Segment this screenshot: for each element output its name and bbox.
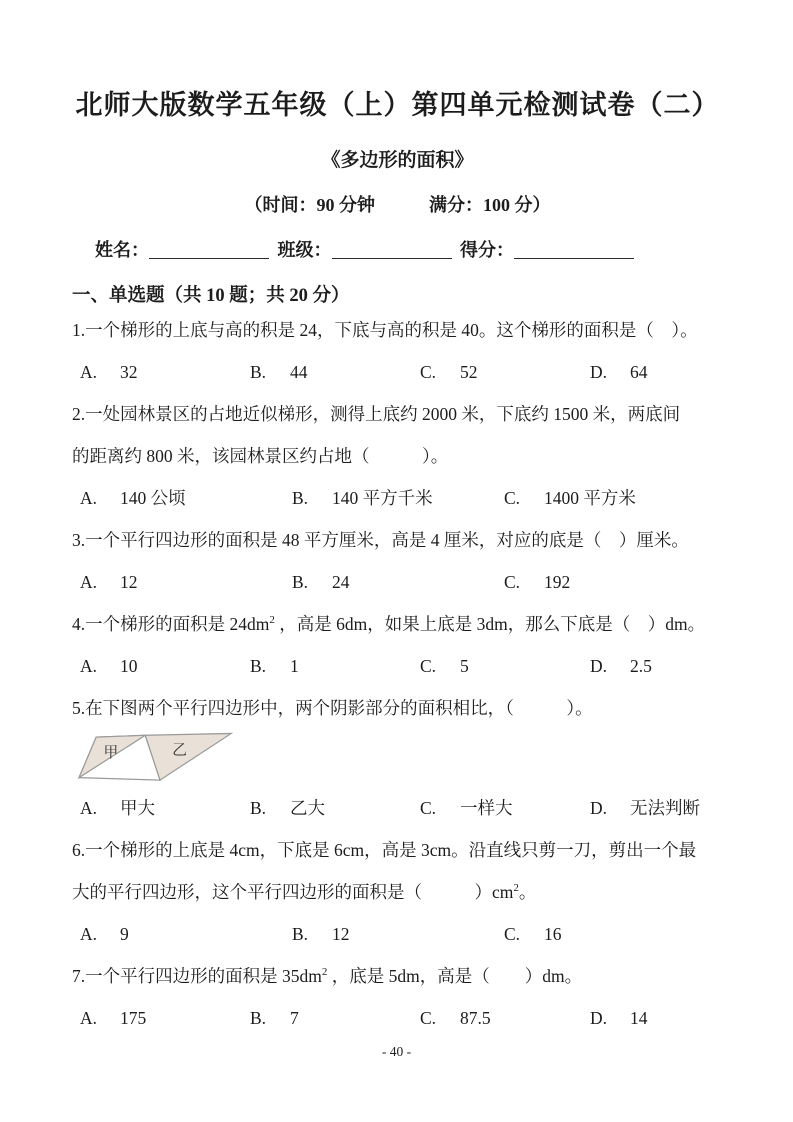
question-6-option-B [292,913,504,955]
option-letter: A. [80,362,98,382]
name-label: 姓名： [95,240,149,260]
figure-label-jia: 甲 [103,744,119,761]
option-letter: C. [420,656,437,676]
question-2-option-A [80,477,292,519]
question-3-option-A [80,561,292,603]
question-2-option-B [292,477,504,519]
question-7-options [72,997,723,1039]
option-letter: C. [504,488,521,508]
text-segment: 5.在下图两个平行四边形中，两个阴影部分的面积相比，（ ）。 [72,698,593,718]
question-5-option-A [80,787,250,829]
question-4-option-C [420,645,590,687]
option-value: 44 [290,362,308,382]
question-1-option-A [80,351,250,393]
figure-label-yi: 乙 [172,742,188,759]
question-2-option-C [504,477,636,519]
text-segment: 4.一个梯形的面积是 24dm [72,614,270,634]
student-info-row [72,236,723,264]
option-letter: D. [590,798,608,818]
question-6-option-A [80,913,292,955]
question-1-option-D [590,351,648,393]
question-7-option-B [250,997,420,1039]
paper-title: 北师大版数学五年级（上）第四单元检测试卷（二） [75,90,720,120]
question-1-option-B [250,351,420,393]
class-blank [332,237,452,259]
question-3-options [72,561,723,603]
option-value: 140 公顷 [120,488,186,508]
option-letter: B. [292,572,309,592]
option-value: 32 [120,362,138,382]
option-letter: C. [420,362,437,382]
question-4-option-B [250,645,420,687]
question-7-text-line-1 [72,955,723,997]
superscript: 2 [269,614,275,627]
question-5-figure [74,731,723,787]
superscript: 2 [513,882,519,895]
parallelograms-figure [74,731,246,785]
question-7-option-A [80,997,250,1039]
option-letter: B. [250,798,267,818]
text-segment: 2.一处园林景区的占地近似梯形，测得上底约 2000 米，下底约 1500 米，两底间 [72,404,681,424]
question-1 [72,309,723,393]
page-number: - 40 - [381,1044,412,1059]
question-7-option-C [420,997,590,1039]
question-5-option-D [590,787,700,829]
question-5-options [72,787,723,829]
text-segment: ，底是 5dm，高是（ ）dm。 [327,966,583,986]
question-1-option-C [420,351,590,393]
option-letter: D. [590,362,608,382]
option-value: 14 [630,1008,648,1028]
question-5-option-B [250,787,420,829]
option-value: 10 [120,656,138,676]
option-value: 87.5 [460,1008,491,1028]
option-letter: A. [80,924,98,944]
question-4-option-D [590,645,652,687]
option-value: 1 [290,656,299,676]
question-7 [72,955,723,1039]
question-5 [72,687,723,829]
question-3-option-C [504,561,570,603]
question-4-options [72,645,723,687]
option-value: 52 [460,362,478,382]
option-value: 192 [544,572,571,592]
question-5-text-line-1 [72,687,723,729]
option-value: 16 [544,924,562,944]
option-letter: A. [80,798,98,818]
option-letter: A. [80,1008,98,1028]
question-6-text-line-2 [72,871,723,913]
option-letter: C. [420,798,437,818]
score-blank [514,237,634,259]
option-value: 甲大 [120,798,155,818]
question-4-option-A [80,645,250,687]
option-value: 1400 平方米 [544,488,636,508]
option-value: 7 [290,1008,299,1028]
question-3 [72,519,723,603]
option-value: 无法判断 [630,798,700,818]
option-letter: A. [80,488,98,508]
section-heading: 一、单选题（共 10 题；共 20 分） [72,286,350,306]
question-1-options [72,351,723,393]
question-4 [72,603,723,687]
text-segment: ，高是 6dm，如果上底是 3dm，那么下底是（ ）dm。 [274,614,706,634]
text-segment: 1.一个梯形的上底与高的积是 24，下底与高的积是 40。这个梯形的面积是（ ）。 [72,320,698,340]
time-score-info: （时间：90 分钟 满分：100 分） [244,195,551,215]
question-2-text-line-2 [72,435,723,477]
question-6-text-line-1 [72,829,723,871]
question-4-text-line-1 [72,603,723,645]
option-value: 175 [120,1008,147,1028]
option-letter: C. [504,572,521,592]
option-letter: B. [250,1008,267,1028]
name-blank [149,237,269,259]
question-1-text-line-1 [72,309,723,351]
option-letter: A. [80,572,98,592]
option-value: 一样大 [460,798,513,818]
option-letter: B. [292,924,309,944]
option-letter: C. [504,924,521,944]
option-letter: B. [250,656,267,676]
option-letter: D. [590,1008,608,1028]
score-label: 得分： [460,240,514,260]
option-value: 5 [460,656,469,676]
option-letter: C. [420,1008,437,1028]
question-2-options [72,477,723,519]
text-segment: 6.一个梯形的上底是 4cm，下底是 6cm，高是 3cm。沿直线只剪一刀，剪出一个最 [72,840,697,860]
option-value: 9 [120,924,129,944]
option-letter: B. [292,488,309,508]
option-value: 12 [120,572,138,592]
superscript: 2 [321,966,328,979]
text-segment: 7.一个平行四边形的面积是 35dm [72,966,322,986]
question-6-option-C [504,913,562,955]
class-label: 班级： [277,240,332,260]
question-5-option-C [420,787,590,829]
questions [72,309,723,1039]
question-6 [72,829,723,955]
text-segment: 3.一个平行四边形的面积是 48 平方厘米，高是 4 厘米，对应的底是（ ）厘米。 [72,530,689,550]
option-letter: B. [250,362,267,382]
question-3-option-B [292,561,504,603]
question-3-text-line-1 [72,519,723,561]
text-segment: 的距离约 800 米，该园林景区约占地（ ）。 [72,446,449,466]
option-value: 乙大 [290,798,325,818]
question-2-text-line-1 [72,393,723,435]
option-letter: A. [80,656,98,676]
question-7-option-D [590,997,648,1039]
option-value: 140 平方千米 [332,488,433,508]
option-value: 2.5 [630,656,652,676]
option-value: 24 [332,572,350,592]
text-segment: 大的平行四边形，这个平行四边形的面积是（ ）cm [72,882,514,902]
option-value: 12 [332,924,350,944]
option-value: 64 [630,362,648,382]
option-letter: D. [590,656,608,676]
question-6-options [72,913,723,955]
question-2 [72,393,723,519]
text-segment: 。 [518,882,537,902]
paper-subtitle: 《多边形的面积》 [321,150,474,171]
